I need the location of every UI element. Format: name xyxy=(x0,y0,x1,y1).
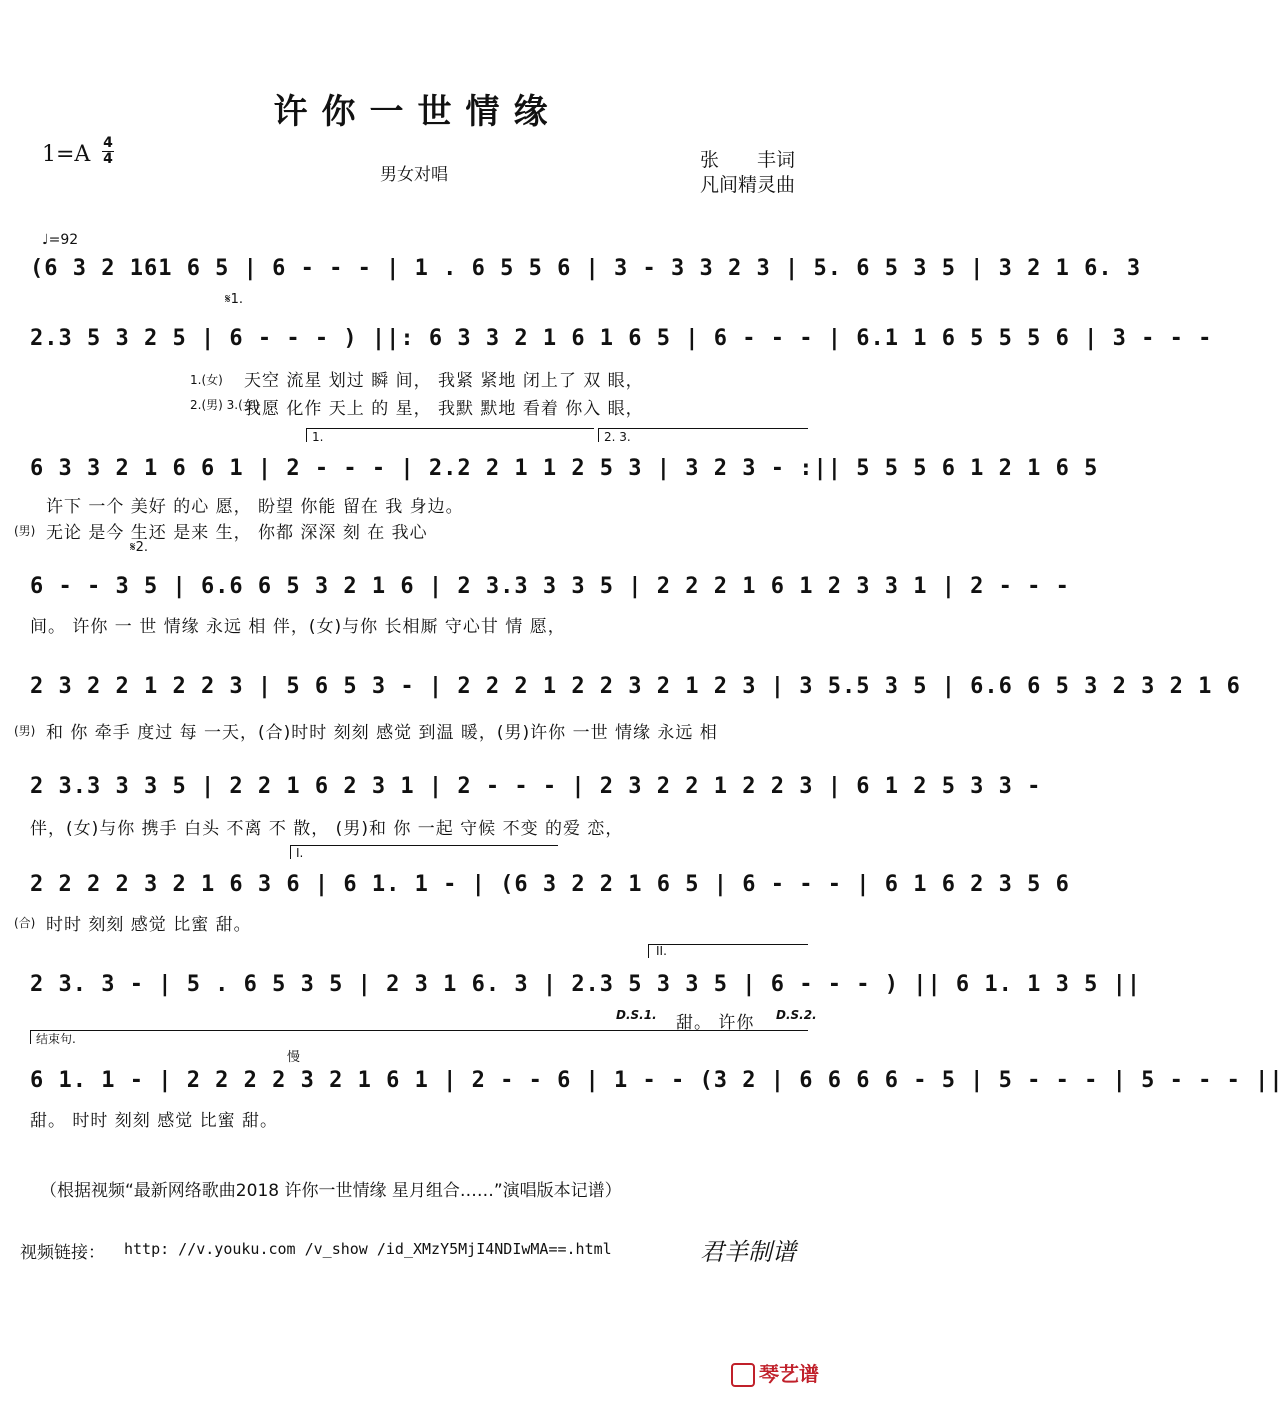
volta-II-bracket xyxy=(648,944,808,945)
volta-I-tick xyxy=(290,845,291,859)
brand-text: 琴艺谱 xyxy=(759,1361,819,1386)
dal-segno-1: D.S.1. xyxy=(616,1008,657,1022)
system-8-lyric: 甜。 许你 xyxy=(676,1013,755,1033)
volta-1-bracket xyxy=(306,428,594,429)
system-3-lyric-2: 无论 是今 生还 是来 生， 你都 深深 刻 在 我心 xyxy=(46,523,428,543)
video-link-label: 视频链接： xyxy=(20,1243,105,1263)
performance-style: 男女对唱 xyxy=(380,165,448,185)
system-9-notes: 6 1. 1 - | 2 2 2 2 3 2 1 6 1 | 2 - - 6 | 1 - - (3 2 | 6 6 6 6 - 5 | 5 - - - | 5 - - - || xyxy=(30,1068,1284,1093)
segno-1: 𝄋1. xyxy=(225,292,243,307)
system-3-notes: 6 3 3 2 1 6 6 1 | 2 - - - | 2.2 2 1 1 2 5 3 | 3 2 3 - :|| 5 5 5 6 1 2 1 6 5 xyxy=(30,456,1099,481)
system-2-notes: 2.3 5 3 2 5 | 6 - - - ) ||: 6 3 3 2 1 6 1 6 5 | 6 - - - | 6.1 1 6 5 5 5 6 | 3 - - - xyxy=(30,326,1213,351)
system-1-notes: (6 3 2 161 6 5 | 6 - - - | 1 . 6 5 5 6 | 3 - 3 3 2 3 | 5. 6 5 3 5 | 3 2 1 6. 3 xyxy=(30,256,1142,281)
video-link[interactable]: http: //v.youku.com /v_show /id_XMzY5MjI4NDIwMA==.html xyxy=(124,1240,612,1258)
volta-2-label: 2. 3. xyxy=(604,430,631,444)
composer-credit: 凡间精灵曲 xyxy=(700,174,796,196)
volta-2-tick xyxy=(598,428,599,442)
meter-bottom: 4 xyxy=(103,151,113,167)
system-9-lyric: 甜。 时时 刻刻 感觉 比蜜 甜。 xyxy=(30,1111,279,1131)
coda-tick xyxy=(30,1030,31,1044)
system-8-notes: 2 3. 3 - | 5 . 6 5 3 5 | 2 3 1 6. 3 | 2.3 5 3 3 5 | 6 - - - ) || 6 1. 1 3 5 || xyxy=(30,972,1142,997)
segno-2: 𝄋2. xyxy=(130,540,148,555)
verse-1-lyric: 天空 流星 划过 瞬 间， 我紧 紧地 闭上了 双 眼， xyxy=(244,371,644,391)
system-7-notes: 2 2 2 2 3 2 1 6 3 6 | 6 1. 1 - | (6 3 2 2 1 6 5 | 6 - - - | 6 1 6 2 3 5 6 xyxy=(30,872,1070,897)
tempo-mark: ♩=92 xyxy=(42,232,79,248)
system-6-lyric: 伴，(女)与你 携手 白头 不离 不 散， (男)和 你 一起 守候 不变 的爱 恋， xyxy=(30,819,624,839)
system-6-notes: 2 3.3 3 3 5 | 2 2 1 6 2 3 1 | 2 - - - | 2 3 2 2 1 2 2 3 | 6 1 2 5 3 3 - xyxy=(30,774,1042,799)
dal-segno-2: D.S.2. xyxy=(776,1008,817,1022)
brand-logo xyxy=(731,1358,819,1388)
meter-top: 4 xyxy=(103,135,113,151)
volta-I-bracket xyxy=(290,845,558,846)
volta-1-label: 1. xyxy=(312,430,324,444)
system-5-notes: 2 3 2 2 1 2 2 3 | 5 6 5 3 - | 2 2 2 1 2 2 3 2 1 2 3 | 3 5.5 3 5 | 6.6 6 5 3 2 3 2 1 6 xyxy=(30,674,1241,699)
volta-1-tick xyxy=(306,428,307,442)
verse-2-tag: 2.(男) 3.(女) xyxy=(190,398,260,412)
system-3-tag-2: (男) xyxy=(14,524,36,538)
system-4-lyric: 间。 许你 一 世 情缘 永远 相 伴，(女)与你 长相厮 守心甘 情 愿， xyxy=(30,617,566,637)
verse-1-tag: 1.(女) xyxy=(190,373,223,387)
coda-label: 结束句. xyxy=(36,1032,76,1046)
volta-2-bracket xyxy=(598,428,808,429)
coda-bracket xyxy=(30,1030,808,1031)
key-signature: 1=A xyxy=(42,142,91,167)
volta-II-label: II. xyxy=(656,944,667,958)
page-title: 许你一世情缘 xyxy=(273,92,562,132)
system-7-tag: (合) xyxy=(14,916,36,930)
system-5-tag: (男) xyxy=(14,724,36,738)
system-4-notes: 6 - - 3 5 | 6.6 6 5 3 2 1 6 | 2 3.3 3 3 5 | 2 2 2 1 6 1 2 3 3 1 | 2 - - - xyxy=(30,574,1070,599)
brand-icon xyxy=(731,1363,755,1387)
system-7-lyric: 时时 刻刻 感觉 比蜜 甜。 xyxy=(46,915,252,935)
system-3-lyric-1: 许下 一个 美好 的心 愿， 盼望 你能 留在 我 身边。 xyxy=(46,497,464,517)
lyricist-credit: 张 丰词 xyxy=(700,149,796,171)
system-5-lyric: 和 你 牵手 度过 每 一天，(合)时时 刻刻 感觉 到温 暖，(男)许你 一世 情缘 永远 相 xyxy=(46,723,718,743)
source-note: （根据视频“最新网络歌曲2018 许你一世情缘 星月组合……”演唱版本记谱） xyxy=(40,1181,622,1201)
volta-II-tick xyxy=(648,944,649,958)
transcriber-signature: 君羊制谱 xyxy=(700,1238,796,1266)
volta-I-label: I. xyxy=(296,846,304,860)
verse-2-lyric: 我愿 化作 天上 的 星， 我默 默地 看着 你入 眼， xyxy=(244,399,644,419)
time-signature xyxy=(100,136,116,167)
ritardando-mark: 慢 xyxy=(287,1050,301,1065)
